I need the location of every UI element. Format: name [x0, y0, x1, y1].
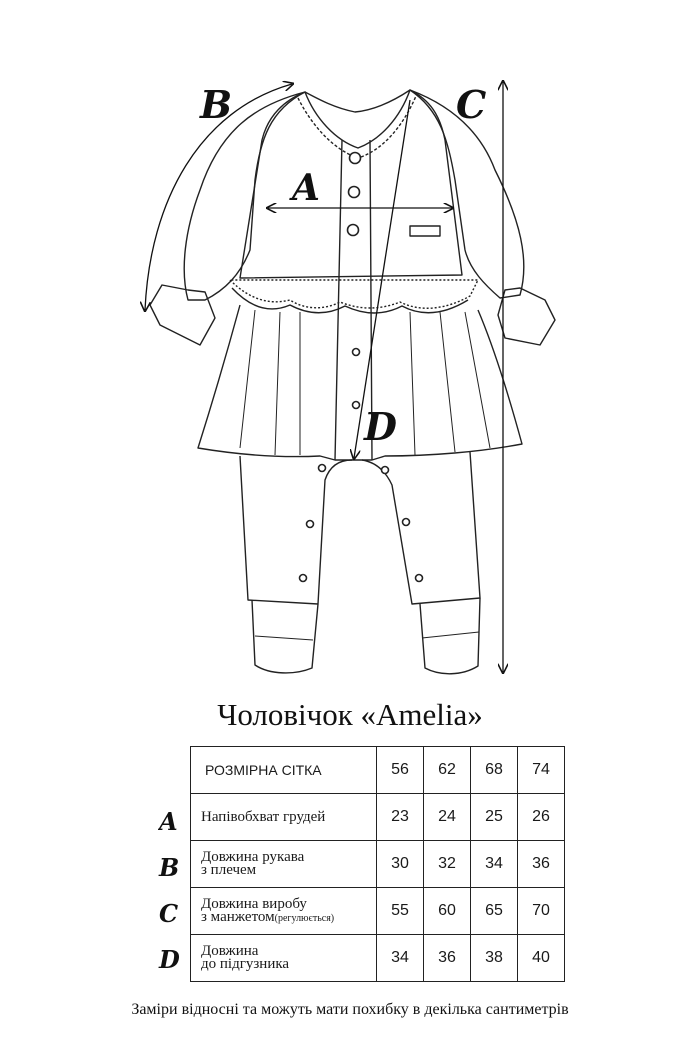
button [416, 575, 423, 582]
skirt [198, 305, 522, 460]
cell-value: 60 [424, 888, 471, 935]
left-leg [240, 456, 352, 604]
cell-value: 24 [424, 794, 471, 841]
row-label [191, 935, 377, 982]
button [382, 467, 389, 474]
chest-pocket [410, 226, 440, 236]
cell-value: 70 [518, 888, 565, 935]
row-letter-d [158, 944, 186, 974]
row-label-note: (регулюється) [274, 912, 335, 924]
row-letter-a-text: A [159, 807, 178, 836]
button [319, 465, 326, 472]
header-label: РОЗМІРНА СІТКА [191, 747, 377, 794]
size-62: 62 [424, 747, 471, 794]
measure-letter-c: C [456, 82, 487, 127]
cell-value: 32 [424, 841, 471, 888]
cell-value: 36 [518, 841, 565, 888]
cell-value: 26 [518, 794, 565, 841]
size-68: 68 [471, 747, 518, 794]
cell-value: 38 [471, 935, 518, 982]
table-header-row [191, 747, 565, 794]
button [350, 153, 361, 164]
button [353, 349, 360, 356]
size-table [190, 746, 565, 982]
table-row [191, 935, 565, 982]
bodice [240, 90, 462, 278]
measure-letter-b: B [200, 82, 233, 127]
row-label-line2: з плечем [201, 862, 257, 878]
row-letter-d-text: D [159, 945, 180, 974]
cell-value: 65 [471, 888, 518, 935]
button [349, 187, 360, 198]
cell-value: 23 [377, 794, 424, 841]
cell-value: 36 [424, 935, 471, 982]
row-letter-b [158, 852, 186, 882]
cell-value: 30 [377, 841, 424, 888]
row-label [191, 841, 377, 888]
button [300, 575, 307, 582]
right-sock [420, 598, 480, 674]
button [353, 402, 360, 409]
size-56: 56 [377, 747, 424, 794]
row-label-line1: Довжина виробу [201, 895, 307, 912]
row-letter-c [158, 898, 186, 928]
buttons [300, 153, 423, 582]
cell-value: 34 [377, 935, 424, 982]
row-label-line2: до підгузника [201, 956, 290, 972]
row-letter-a [158, 806, 186, 836]
disclaimer: Заміри відносні та можуть мати похибку в декілька сантиметрів [131, 1001, 569, 1018]
cell-value: 55 [377, 888, 424, 935]
table-row [191, 888, 565, 935]
row-label [191, 888, 377, 935]
cell-value: 34 [471, 841, 518, 888]
row-label-line2: з манжетом [201, 908, 275, 925]
row-label-line1: Напівобхват грудей [201, 808, 326, 825]
table-row [191, 841, 565, 888]
measure-letter-d: D [364, 404, 397, 449]
button [348, 225, 359, 236]
lace-ruffle [230, 280, 478, 308]
row-label-line1: Довжина рукава [201, 849, 305, 865]
left-cuff [150, 285, 215, 345]
row-letter-b-text: B [159, 853, 180, 882]
row-label [191, 794, 377, 841]
measure-letter-a: A [292, 167, 320, 209]
cell-value: 40 [518, 935, 565, 982]
row-label-line1: Довжина [201, 943, 259, 959]
product-title: Чоловічок «Amelia» [217, 697, 483, 732]
cell-value: 25 [471, 794, 518, 841]
row-letter-c-text: C [159, 899, 179, 928]
size-74: 74 [518, 747, 565, 794]
button [403, 519, 410, 526]
button [307, 521, 314, 528]
table-row [191, 794, 565, 841]
